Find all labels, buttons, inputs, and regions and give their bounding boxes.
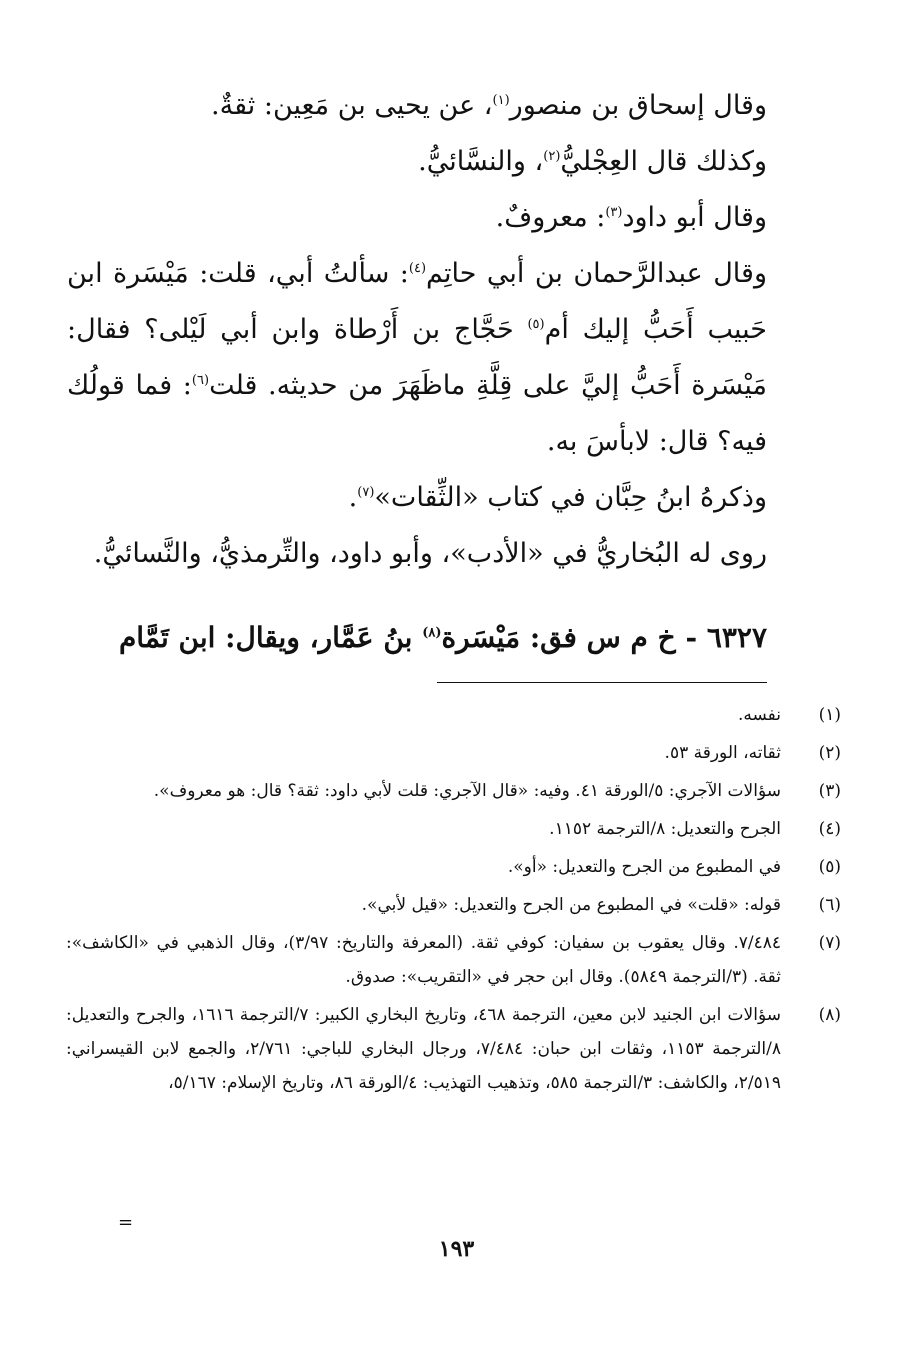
paragraph-text: وقال إسحاق بن منصور [509, 90, 767, 121]
paragraph-text: ، والنسَّائيُّ. [418, 146, 544, 177]
footnote-text: ٧/٤٨٤. وقال يعقوب بن سفيان: كوفي ثقة. (المعرفة والتاريخ: ٣/٩٧)، وقال الذهبي في «الكاشف»: ثقة. (٣/الترجمة ٥٨٤٩). وقال ابن حجر في «التقريب»: صدوق. [66, 933, 781, 987]
footnote-text: قوله: «قلت» في المطبوع من الجرح والتعديل: «قيل لأبي». [361, 895, 781, 915]
footnote [66, 998, 841, 1100]
footnote-number: (٦) [818, 895, 841, 915]
entry-rest: بنُ عَمَّار، ويقال: ابن تَمَّام [118, 621, 423, 654]
footnote-ref[interactable]: (٦) [191, 373, 210, 388]
paragraph [67, 78, 767, 134]
footnote [66, 888, 841, 922]
footnote [66, 812, 841, 846]
paragraph-text: . [348, 482, 358, 513]
footnote-ref[interactable]: (١) [492, 93, 510, 108]
paragraph-text: حَجَّاج بن أَرْطاة وابن أبي لَيْلى؟ فقال: مَيْسَرة أَحَبُّ إليَّ على قِلَّةِ ماظَهَرَ من حديثه. قلت [67, 314, 768, 401]
paragraph-text: وقال أبو داود [622, 202, 767, 233]
paragraph-text: وكذلك قال العِجْليُّ [560, 146, 767, 177]
footnote [66, 774, 841, 808]
footnote-ref[interactable]: (٣) [605, 205, 623, 220]
paragraph-text: روى له البُخاريُّ في «الأدب»، وأبو داود، والتِّرمذيُّ، والنَّسائيُّ. [93, 538, 767, 569]
footnote-number: (١) [818, 705, 841, 725]
paragraph [67, 190, 767, 246]
footnote-ref[interactable]: (٤) [408, 261, 427, 276]
footnote-separator [437, 682, 767, 683]
entry-name: مَيْسَرة [441, 621, 521, 654]
paragraph [67, 246, 767, 470]
footnote [66, 926, 841, 994]
footnote [66, 736, 841, 770]
footnotes [66, 698, 841, 1104]
footnote-text: نفسه. [737, 705, 781, 725]
footnote-number: (٣) [818, 781, 841, 801]
entry-codes: خ م س فق: [529, 621, 676, 654]
footnote-text: سؤالات ابن الجنيد لابن معين، الترجمة ٤٦٨، وتاريخ البخاري الكبير: ٧/الترجمة ١٦١٦، والجرح والتعديل: ٨/الترجمة ١١٥٣، وثقات ابن حبان: ٧/٤٨٤، ورجال البخاري للباجي: ٢/٧٦١، والجمع لابن القيسراني: ٢/٥١٩، والكاشف: ٣/الترجمة ٥٨٥، وتذهيب التهذيب: ٤/الورقة ٨٦، وتاريخ الإسلام: ٥/١٦٧، [66, 1005, 781, 1093]
paragraph-text: وذكرهُ ابنُ حِبَّان في كتاب «الثِّقات» [374, 482, 767, 513]
biography-entry-heading [67, 608, 767, 668]
footnote-ref[interactable]: (٥) [527, 317, 545, 332]
page-number: ١٩٣ [438, 1236, 475, 1262]
paragraph-text: : سألتُ أبي، قلت: مَيْسَرة ابن حَبيب أَحَبُّ إليك أم [67, 258, 767, 345]
main-text [67, 78, 767, 582]
paragraph [67, 526, 767, 582]
entry-number: ٦٣٢٧ [706, 621, 767, 654]
footnote-ref[interactable]: (٢) [543, 149, 561, 164]
paragraph-text: وقال عبدالرَّحمان بن أبي حاتِم [426, 258, 767, 289]
entry-dash: - [685, 621, 698, 654]
footnote-text: سؤالات الآجري: ٥/الورقة ٤١. وفيه: «قال الآجري: قلت لأبي داود: ثقة؟ قال: هو معروف». [153, 781, 781, 801]
footnote-number: (٤) [818, 819, 841, 839]
footnote-text: الجرح والتعديل: ٨/الترجمة ١١٥٢. [549, 819, 781, 839]
paragraph [67, 134, 767, 190]
footnote-number: (٨) [818, 1005, 841, 1025]
paragraph-text: : فما قولُك فيه؟ قال: لابأسَ به. [67, 370, 767, 457]
paragraph [67, 470, 767, 526]
footnote-ref[interactable]: (٧) [357, 485, 375, 500]
footnote-text: ثقاته، الورقة ٥٣. [664, 743, 781, 763]
footnote [66, 698, 841, 732]
footnote-number: (٧) [818, 933, 841, 953]
continuation-mark: = [118, 1212, 134, 1233]
footnote-number: (٥) [818, 857, 841, 877]
footnote-text: في المطبوع من الجرح والتعديل: «أو». [507, 857, 781, 877]
paragraph-text: ، عن يحيى بن مَعِين: ثقةٌ. [211, 90, 493, 121]
footnote-number: (٢) [818, 743, 841, 763]
paragraph-text: : معروفٌ. [495, 202, 606, 233]
footnote-ref[interactable]: (٨) [422, 625, 442, 641]
footnote [66, 850, 841, 884]
